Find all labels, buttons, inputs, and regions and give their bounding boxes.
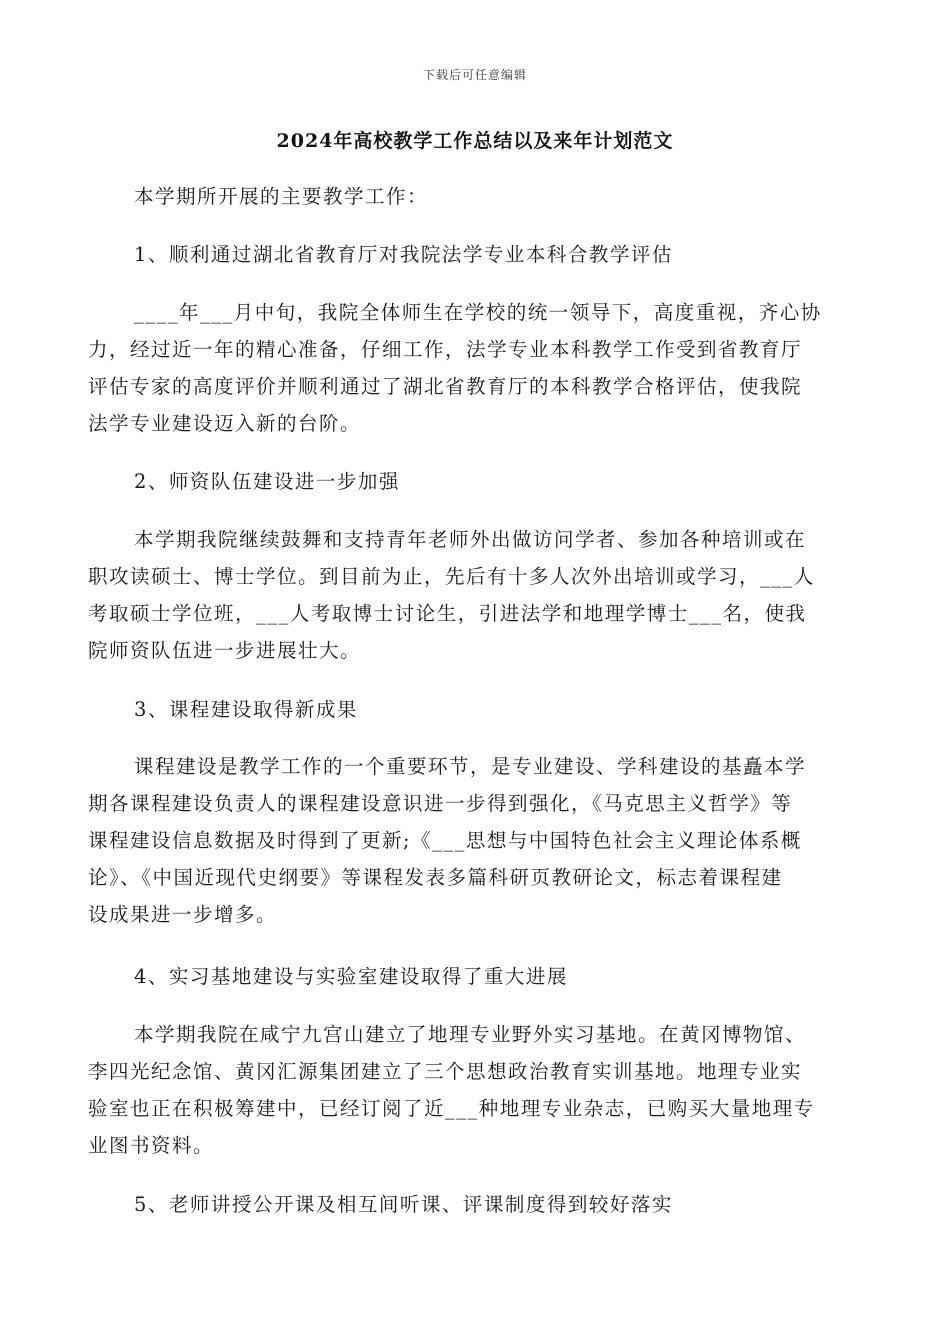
paragraph-line: 课程建设信息数据及时得到了更新;《___思想与中国特色社会主义理论体系概: [88, 829, 802, 852]
heading-line: 2、师资队伍建设进一步加强: [134, 470, 400, 493]
paragraph-3: [88, 748, 860, 933]
paragraph-line: 业图书资料。: [88, 1134, 215, 1157]
paragraph-1: [88, 294, 860, 442]
heading-line: 1、顺利通过湖北省教育厅对我院法学专业本科合教学评估: [134, 243, 673, 266]
paragraph-line: ____年___月中旬，我院全体师生在学校的统一领导下，高度重视，齐心协: [134, 301, 822, 324]
section-heading-1: [88, 236, 860, 273]
header-note: 下载后可任意编辑: [422, 68, 527, 82]
paragraph-line: 李四光纪念馆、黄冈汇源集团建立了三个思想政治教育实训基地。地理专业实: [88, 1060, 803, 1083]
paragraph-line: 本学期我院继续鼓舞和支持青年老师外出做访问学者、参加各种培训或在: [134, 528, 807, 551]
paragraph-line: 力，经过近一年的精心准备，仔细工作，法学专业本科教学工作受到省教育厅: [88, 338, 803, 361]
paragraph-2: [88, 521, 860, 669]
paragraph-line: 课程建设是教学工作的一个重要环节，是专业建设、学科建设的基矗本学: [134, 755, 807, 778]
paragraph-line: 设成果进一步增多。: [88, 903, 278, 926]
paragraph-line: 验室也正在积极筹建中，已经订阅了近___种地理专业杂志，已购买大量地理专: [88, 1097, 815, 1120]
heading-line: 5、老师讲授公开课及相互间听课、评课制度得到较好落实: [134, 1193, 673, 1216]
heading-line: 3、课程建设取得新成果: [134, 698, 358, 721]
paragraph-line: 期各课程建设负责人的课程建设意识进一步得到强化，《马克思主义哲学》等: [88, 792, 793, 815]
paragraph-4: [88, 1016, 860, 1164]
paragraph-line: 本学期所开展的主要教学工作：: [134, 185, 429, 208]
paragraph-line: 本学期我院在咸宁九宫山建立了地理专业野外实习基地。在黄冈博物馆、: [134, 1023, 807, 1046]
section-heading-3: [88, 691, 860, 728]
paragraph-line: 法学专业建设迈入新的台阶。: [88, 412, 362, 435]
paragraph-line: 评估专家的高度评价并顺利通过了湖北省教育厅的本科教学合格评估，使我院: [88, 375, 803, 398]
paragraph-line: 职攻读硕士、博士学位。到目前为止，先后有十多人次外出培训或学习，___人: [88, 565, 815, 588]
paragraph-line: 院师资队伍进一步进展壮大。: [88, 639, 362, 662]
section-heading-5: [88, 1186, 860, 1223]
section-heading-4: [88, 958, 860, 995]
paragraph-line: 考取硕士学位班，___人考取博士讨论生，引进法学和地理学博士___名，使我: [88, 602, 807, 625]
section-heading-2: [88, 463, 860, 500]
paragraph-line: 论》、《中国近现代史纲要》等课程发表多篇科研页教研论文，标志着课程建: [88, 866, 783, 889]
heading-line: 4、实习基地建设与实验室建设取得了重大进展: [134, 965, 568, 988]
page-title: 2024年高校教学工作总结以及来年计划范文: [276, 130, 674, 152]
intro-paragraph: [88, 178, 860, 215]
